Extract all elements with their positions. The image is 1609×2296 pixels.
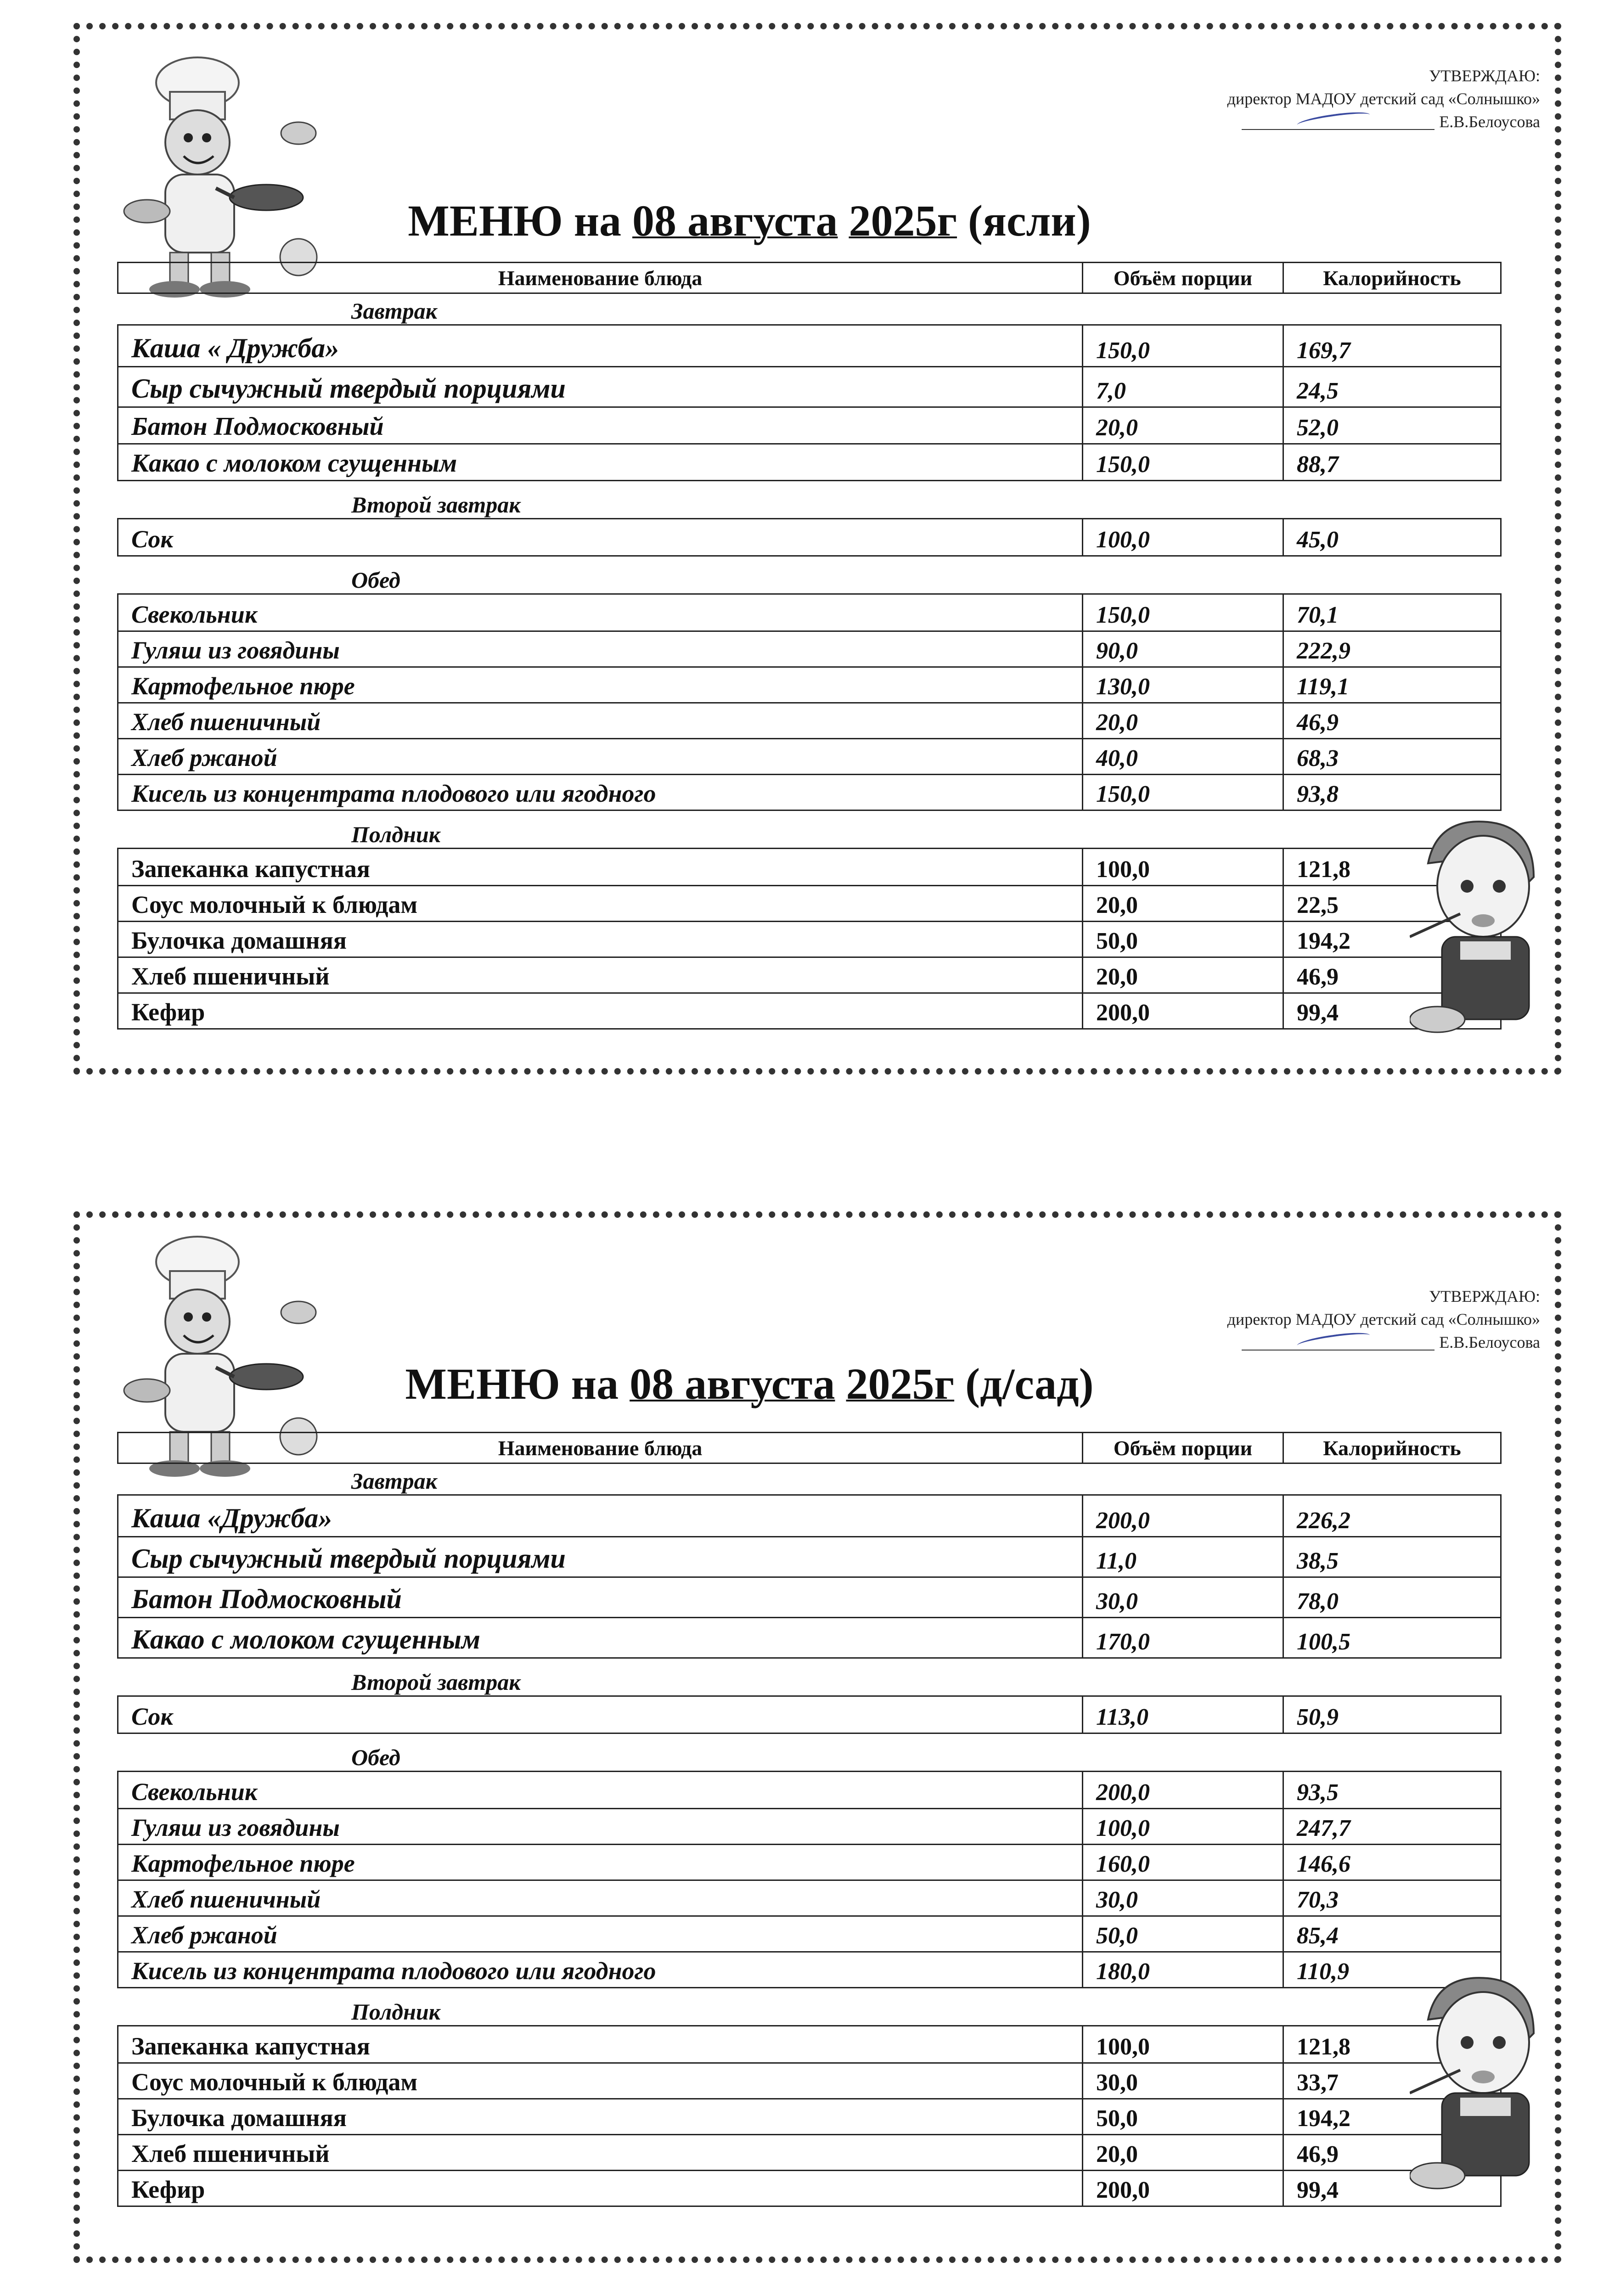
portion-value: 20,0 xyxy=(1082,958,1283,992)
portion-value: 50,0 xyxy=(1082,922,1283,957)
table-row xyxy=(118,1808,1500,1844)
table-row xyxy=(118,1576,1500,1617)
dish-name: Соус молочный к блюдам xyxy=(131,891,418,918)
table-row xyxy=(118,1844,1500,1880)
portion-value: 150,0 xyxy=(1082,595,1283,630)
table-row xyxy=(118,2062,1500,2098)
table-header xyxy=(117,262,1502,294)
portion-value: 30,0 xyxy=(1082,1578,1283,1617)
breakfast-rows xyxy=(117,1494,1502,1659)
table-row xyxy=(118,519,1500,555)
header-dish: Наименование блюда xyxy=(498,266,703,290)
table-row xyxy=(118,849,1500,885)
calorie-value: 46,9 xyxy=(1283,2135,1500,2170)
header-calories: Калорийность xyxy=(1283,263,1500,293)
calorie-value: 33,7 xyxy=(1283,2064,1500,2098)
portion-value: 11,0 xyxy=(1082,1537,1283,1576)
page-title xyxy=(0,195,1554,246)
menu-table xyxy=(117,262,1502,1030)
dish-name: Хлеб пшеничный xyxy=(131,708,321,736)
portion-value: 130,0 xyxy=(1082,668,1283,702)
title-year: 2025г xyxy=(849,196,957,245)
lunch-rows xyxy=(117,593,1502,811)
dish-name: Соус молочный к блюдам xyxy=(131,2068,418,2096)
dish-name: Сок xyxy=(131,525,173,553)
calorie-value: 70,1 xyxy=(1283,595,1500,630)
dish-name: Хлеб ржаной xyxy=(131,1921,277,1949)
calorie-value: 121,8 xyxy=(1283,849,1500,885)
portion-value: 20,0 xyxy=(1082,703,1283,738)
dish-name: Запеканка капустная xyxy=(131,855,370,883)
calorie-value: 93,8 xyxy=(1283,775,1500,810)
calorie-value: 52,0 xyxy=(1283,408,1500,443)
lunch-rows xyxy=(117,1771,1502,1988)
header-portion: Объём порции xyxy=(1082,1433,1283,1463)
dish-name: Кефир xyxy=(131,998,205,1026)
calorie-value: 68,3 xyxy=(1283,739,1500,774)
dish-name: Картофельное пюре xyxy=(131,1850,355,1877)
snack-rows xyxy=(117,848,1502,1030)
calorie-value: 46,9 xyxy=(1283,703,1500,738)
approval-heading: УТВЕРЖДАЮ: xyxy=(1429,1287,1540,1306)
table-row xyxy=(118,666,1500,702)
portion-value: 100,0 xyxy=(1082,1809,1283,1844)
dish-name: Сок xyxy=(131,1703,173,1730)
dish-name: Хлеб ржаной xyxy=(131,744,277,771)
header-calories: Калорийность xyxy=(1283,1433,1500,1463)
dish-name: Каша « Дружба» xyxy=(131,333,339,363)
portion-value: 20,0 xyxy=(1082,886,1283,921)
section-second-breakfast: Второй завтрак xyxy=(351,492,521,518)
dish-name: Свекольник xyxy=(131,1778,258,1806)
portion-value: 100,0 xyxy=(1082,519,1283,555)
signature-line xyxy=(1242,1338,1435,1351)
dish-name: Сыр сычужный твердый порциями xyxy=(131,373,566,404)
header-portion: Объём порции xyxy=(1082,263,1283,293)
table-row xyxy=(118,1536,1500,1576)
section-snack: Полдник xyxy=(351,822,441,847)
table-row xyxy=(118,1496,1500,1536)
calorie-value: 38,5 xyxy=(1283,1537,1500,1576)
portion-value: 30,0 xyxy=(1082,1881,1283,1915)
calorie-value: 99,4 xyxy=(1283,2171,1500,2206)
table-row xyxy=(118,326,1500,366)
section-breakfast: Завтрак xyxy=(351,1468,438,1494)
dish-name: Булочка домашняя xyxy=(131,927,347,954)
portion-value: 150,0 xyxy=(1082,775,1283,810)
table-header xyxy=(117,1432,1502,1464)
section-second-breakfast: Второй завтрак xyxy=(351,1669,521,1695)
calorie-value: 169,7 xyxy=(1283,326,1500,366)
menu-table xyxy=(117,1432,1502,2207)
portion-value: 200,0 xyxy=(1082,1772,1283,1808)
portion-value: 200,0 xyxy=(1082,1496,1283,1536)
portion-value: 50,0 xyxy=(1082,2099,1283,2134)
menu-sheet-kindergarten xyxy=(0,1161,1609,2296)
approval-position: директор МАДОУ детский сад «Солнышко» xyxy=(1227,1310,1540,1328)
portion-value: 20,0 xyxy=(1082,408,1283,443)
dish-name: Хлеб пшеничный xyxy=(131,962,330,990)
table-row xyxy=(118,702,1500,738)
snack-rows xyxy=(117,2025,1502,2207)
title-prefix: МЕНЮ на xyxy=(405,1359,619,1408)
dish-name: Свекольник xyxy=(131,601,258,628)
approval-heading: УТВЕРЖДАЮ: xyxy=(1429,67,1540,85)
dish-name: Какао с молоком сгущенным xyxy=(131,1624,480,1654)
table-row xyxy=(118,595,1500,630)
calorie-value: 121,8 xyxy=(1283,2026,1500,2062)
dish-name: Каша «Дружба» xyxy=(131,1503,332,1533)
portion-value: 20,0 xyxy=(1082,2135,1283,2170)
calorie-value: 45,0 xyxy=(1283,519,1500,555)
title-group: (д/сад) xyxy=(965,1359,1094,1408)
table-row xyxy=(118,1697,1500,1733)
portion-value: 30,0 xyxy=(1082,2064,1283,2098)
dish-name: Хлеб пшеничный xyxy=(131,1885,321,1913)
portion-value: 180,0 xyxy=(1082,1953,1283,1987)
header-dish: Наименование блюда xyxy=(498,1436,703,1460)
calorie-value: 24,5 xyxy=(1283,367,1500,406)
approval-block xyxy=(1227,1285,1540,1354)
table-row xyxy=(118,443,1500,480)
dish-name: Сыр сычужный твердый порциями xyxy=(131,1543,566,1574)
dish-name: Запеканка капустная xyxy=(131,2032,370,2060)
portion-value: 100,0 xyxy=(1082,2026,1283,2062)
table-row xyxy=(118,885,1500,921)
portion-value: 160,0 xyxy=(1082,1845,1283,1880)
table-row xyxy=(118,2134,1500,2170)
table-row xyxy=(118,957,1500,992)
title-group: (ясли) xyxy=(968,196,1091,245)
approval-name: Е.В.Белоусова xyxy=(1439,1333,1540,1351)
portion-value: 100,0 xyxy=(1082,849,1283,885)
dish-name: Картофельное пюре xyxy=(131,672,355,700)
calorie-value: 222,9 xyxy=(1283,632,1500,666)
portion-value: 200,0 xyxy=(1082,994,1283,1028)
calorie-value: 88,7 xyxy=(1283,445,1500,480)
breakfast-rows xyxy=(117,324,1502,481)
dish-name: Гуляш из говядины xyxy=(131,636,340,664)
calorie-value: 70,3 xyxy=(1283,1881,1500,1915)
calorie-value: 119,1 xyxy=(1283,668,1500,702)
calorie-value: 146,6 xyxy=(1283,1845,1500,1880)
portion-value: 170,0 xyxy=(1082,1618,1283,1657)
title-date: 08 августа xyxy=(630,1359,835,1408)
table-row xyxy=(118,406,1500,443)
table-row xyxy=(118,366,1500,406)
table-row xyxy=(118,921,1500,957)
calorie-value: 78,0 xyxy=(1283,1578,1500,1617)
section-lunch: Обед xyxy=(351,567,400,593)
table-row xyxy=(118,2170,1500,2206)
section-lunch: Обед xyxy=(351,1745,400,1770)
title-date: 08 августа xyxy=(632,196,838,245)
portion-value: 200,0 xyxy=(1082,2171,1283,2206)
portion-value: 40,0 xyxy=(1082,739,1283,774)
approval-position: директор МАДОУ детский сад «Солнышко» xyxy=(1227,90,1540,108)
calorie-value: 247,7 xyxy=(1283,1809,1500,1844)
calorie-value: 85,4 xyxy=(1283,1917,1500,1951)
table-row xyxy=(118,1880,1500,1915)
portion-value: 7,0 xyxy=(1082,367,1283,406)
section-snack: Полдник xyxy=(351,1999,441,2025)
calorie-value: 194,2 xyxy=(1283,922,1500,957)
table-row xyxy=(118,738,1500,774)
dish-name: Какао с молоком сгущенным xyxy=(131,449,457,478)
table-row xyxy=(118,774,1500,810)
table-row xyxy=(118,2098,1500,2134)
dish-name: Хлеб пшеничный xyxy=(131,2140,330,2167)
dish-name: Батон Подмосковный xyxy=(131,1584,402,1614)
dish-name: Батон Подмосковный xyxy=(131,412,384,441)
table-row xyxy=(118,1915,1500,1951)
calorie-value: 93,5 xyxy=(1283,1772,1500,1808)
dish-name: Кисель из концентрата плодового или ягодного xyxy=(131,1957,656,1985)
calorie-value: 46,9 xyxy=(1283,958,1500,992)
calorie-value: 110,9 xyxy=(1283,1953,1500,1987)
portion-value: 113,0 xyxy=(1082,1697,1283,1733)
calorie-value: 22,5 xyxy=(1283,886,1500,921)
calorie-value: 100,5 xyxy=(1283,1618,1500,1657)
calorie-value: 99,4 xyxy=(1283,994,1500,1028)
dish-name: Кефир xyxy=(131,2176,205,2203)
table-row xyxy=(118,630,1500,666)
calorie-value: 194,2 xyxy=(1283,2099,1500,2134)
table-row xyxy=(118,2026,1500,2062)
dish-name: Гуляш из говядины xyxy=(131,1814,340,1841)
second-breakfast-rows xyxy=(117,518,1502,557)
dish-name: Кисель из концентрата плодового или ягодного xyxy=(131,780,656,807)
calorie-value: 50,9 xyxy=(1283,1697,1500,1733)
signature-line xyxy=(1242,117,1435,130)
table-row xyxy=(118,1772,1500,1808)
section-breakfast: Завтрак xyxy=(351,298,438,324)
portion-value: 50,0 xyxy=(1082,1917,1283,1951)
page-title xyxy=(0,1358,1554,1409)
portion-value: 150,0 xyxy=(1082,326,1283,366)
table-row xyxy=(118,1617,1500,1657)
portion-value: 90,0 xyxy=(1082,632,1283,666)
second-breakfast-rows xyxy=(117,1695,1502,1734)
title-prefix: МЕНЮ на xyxy=(408,196,622,245)
title-year: 2025г xyxy=(846,1359,955,1408)
child-illustration xyxy=(1410,1964,1547,2203)
dish-name: Булочка домашняя xyxy=(131,2104,347,2132)
portion-value: 150,0 xyxy=(1082,445,1283,480)
calorie-value: 226,2 xyxy=(1283,1496,1500,1536)
table-row xyxy=(118,1951,1500,1987)
approval-block xyxy=(1227,64,1540,133)
child-illustration xyxy=(1410,808,1547,1047)
approval-name: Е.В.Белоусова xyxy=(1439,113,1540,131)
table-row xyxy=(118,992,1500,1028)
